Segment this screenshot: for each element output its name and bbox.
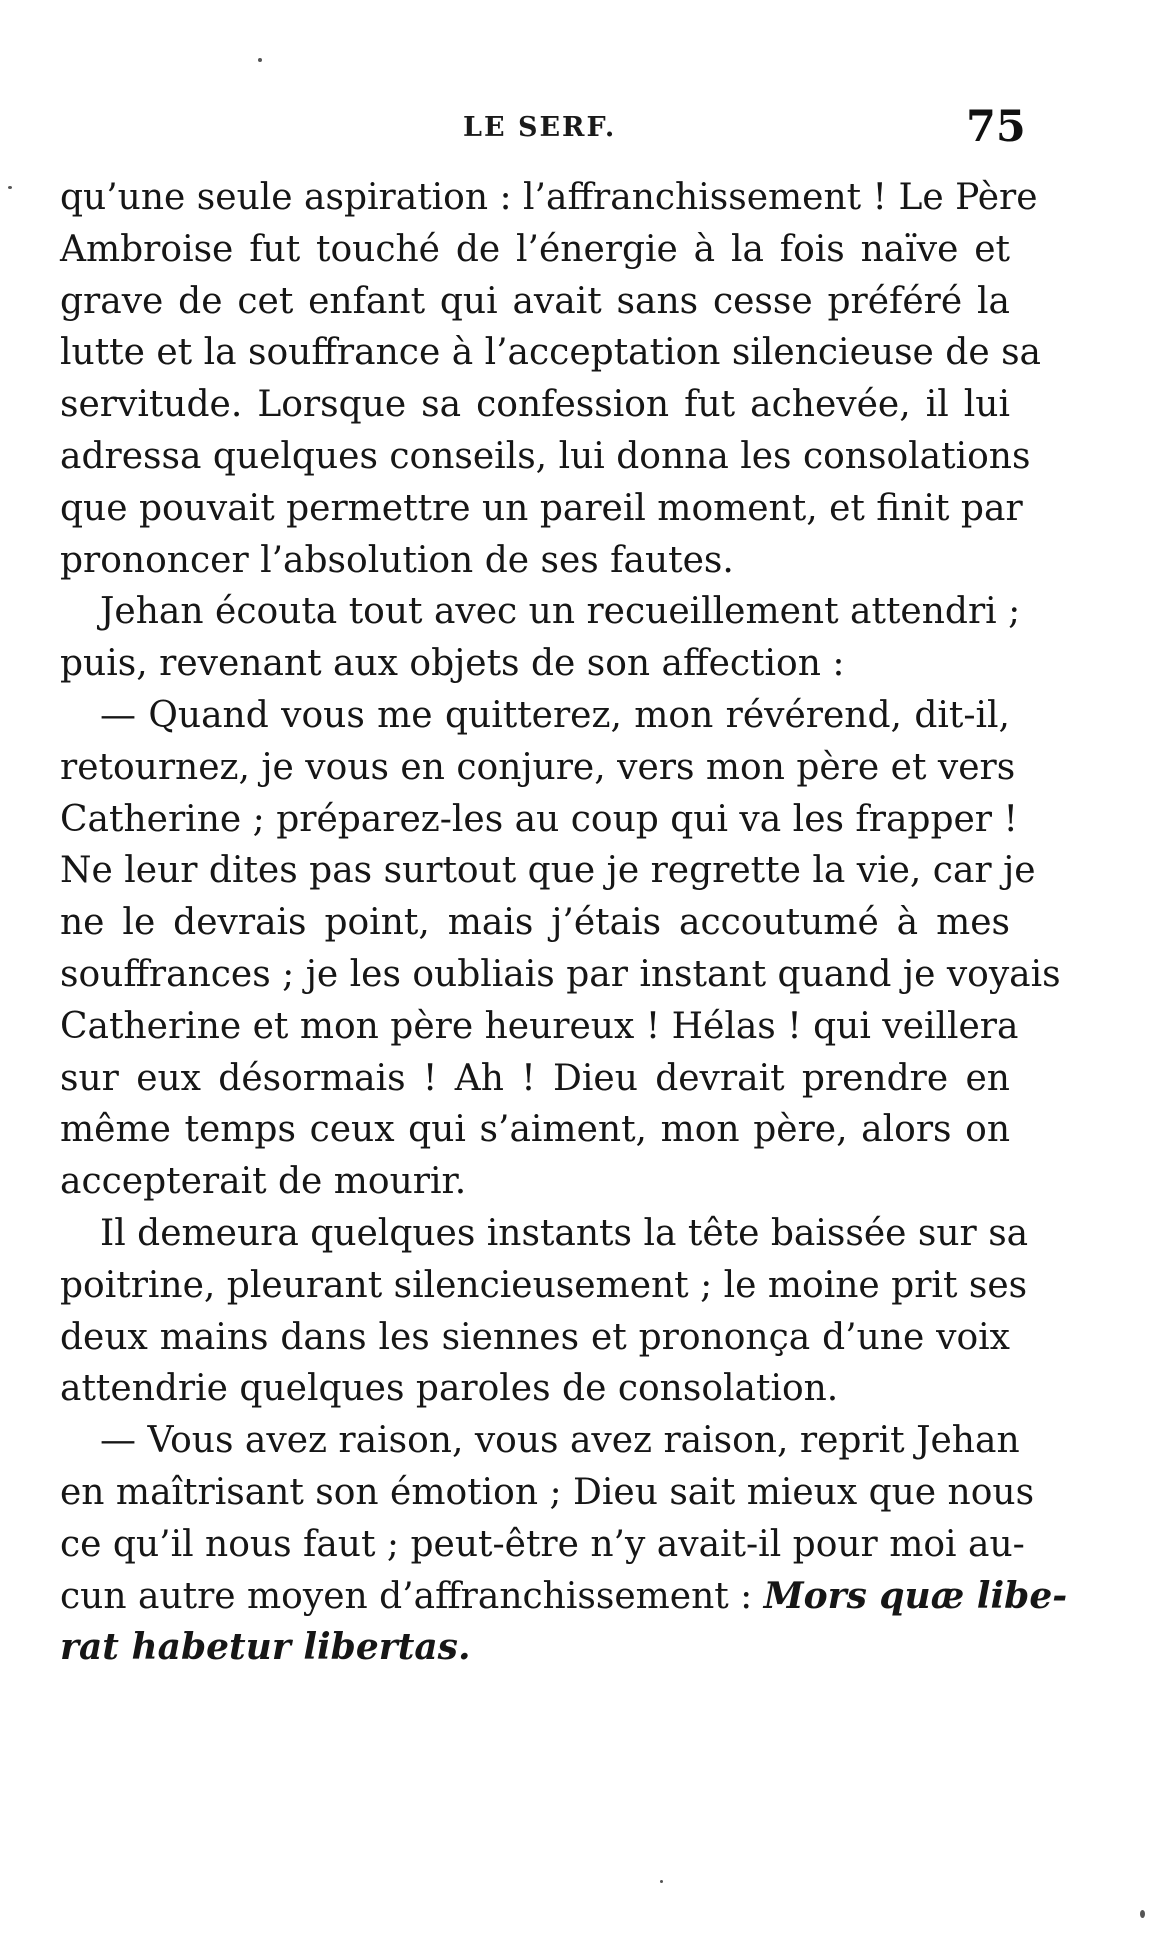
text-line: Jehan écouta tout avec un recueillement attendri ; — [100, 591, 1021, 633]
paper-speck — [1140, 1910, 1145, 1918]
paper-speck — [8, 186, 12, 189]
text-line: deux mains dans les siennes et prononça d’une voix — [60, 1316, 1010, 1358]
text-line: prononcer l’absolution de ses fautes. — [60, 539, 734, 581]
text-line: attendrie quelques paroles de consolation. — [60, 1368, 839, 1410]
text-line: Ne leur dites pas surtout que je regrette la vie, car je — [60, 850, 1036, 892]
text-line: ne le devrais point, mais j’étais accoutumé à mes — [60, 902, 1010, 944]
text-line: puis, revenant aux objets de son affection : — [60, 643, 845, 685]
latin-quote: Mors quæ libe- — [763, 1574, 1068, 1617]
text-line: retournez, je vous en conjure, vers mon père et vers — [60, 746, 1016, 788]
body-text — [60, 172, 1068, 1674]
text-line: adressa quelques conseils, lui donna les consolations — [60, 435, 1031, 477]
latin-quote-end: rat habetur libertas. — [60, 1626, 471, 1669]
text-line: — Vous avez raison, vous avez raison, reprit Jehan — [100, 1420, 1020, 1462]
text-line: Catherine et mon père heureux ! Hélas ! qui veillera — [60, 1005, 1019, 1047]
text-line: accepterait de mourir. — [60, 1161, 467, 1203]
text-line-with-quote — [60, 1571, 1068, 1623]
text-line: même temps ceux qui s’aiment, mon père, alors on — [60, 1109, 1010, 1151]
text-line: Ambroise fut touché de l’énergie à la fois naïve et — [60, 228, 1010, 270]
page-number: 75 — [966, 102, 1026, 152]
text-line: servitude. Lorsque sa confession fut achevée, il lui — [60, 384, 1010, 426]
paper-speck — [258, 58, 262, 62]
text-line: lutte et la souffrance à l’acceptation silencieuse de sa — [60, 332, 1042, 374]
text-fragment: cun autre moyen d’affranchissement : — [60, 1575, 764, 1617]
text-line: que pouvait permettre un pareil moment, et finit par — [60, 487, 1023, 529]
text-line: en maîtrisant son émotion ; Dieu sait mieux que nous — [60, 1471, 1035, 1513]
text-line: poitrine, pleurant silencieusement ; le moine prit ses — [60, 1264, 1028, 1306]
text-line: Catherine ; préparez-les au coup qui va les frapper ! — [60, 798, 1018, 840]
text-line: ce qu’il nous faut ; peut-être n’y avait-il pour moi au- — [60, 1523, 1025, 1565]
text-line: Il demeura quelques instants la tête baissée sur sa — [100, 1212, 1029, 1254]
text-line: sur eux désormais ! Ah ! Dieu devrait prendre en — [60, 1057, 1010, 1099]
text-line: grave de cet enfant qui avait sans cesse préféré la — [60, 280, 1010, 322]
text-line: — Quand vous me quitterez, mon révérend, dit-il, — [100, 694, 1010, 736]
text-line: souffrances ; je les oubliais par instant quand je voyais — [60, 953, 1061, 995]
text-line: qu’une seule aspiration : l’affranchissement ! Le Père — [60, 177, 1038, 218]
paper-speck — [660, 1880, 663, 1883]
running-title: LE SERF. — [463, 112, 617, 143]
